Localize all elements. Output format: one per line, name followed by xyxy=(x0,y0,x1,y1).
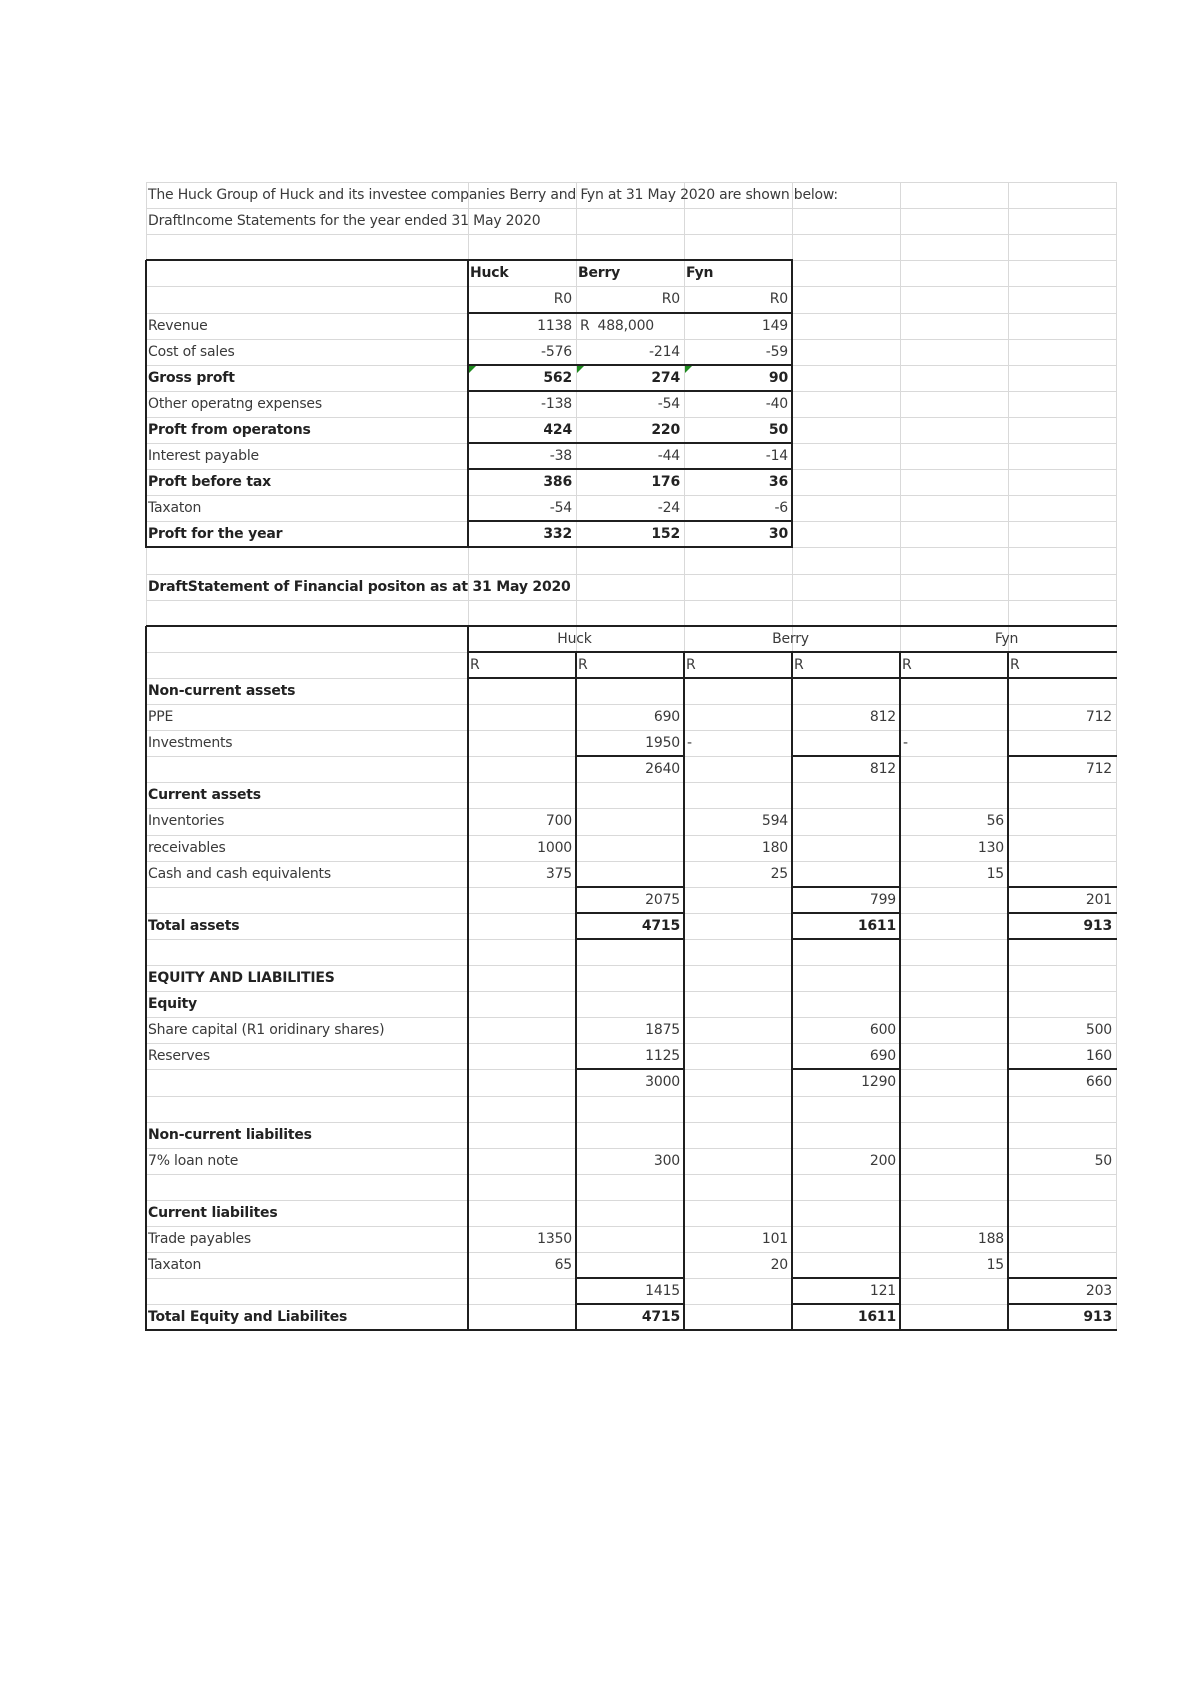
company-header-huck[interactable]: Huck xyxy=(557,630,592,647)
total-cell[interactable]: 4715 xyxy=(641,917,680,934)
value-cell[interactable]: 332 xyxy=(543,526,572,543)
row-label[interactable]: 7% loan note xyxy=(148,1152,239,1169)
row-label[interactable]: Inventories xyxy=(148,813,225,830)
value-cell[interactable]: 56 xyxy=(986,813,1004,830)
row-label[interactable]: Cash and cash equivalents xyxy=(148,865,331,882)
cell-border xyxy=(792,1068,901,1070)
cell-border xyxy=(468,677,1117,679)
column-header-berry[interactable]: Berry xyxy=(578,265,621,282)
cell-border xyxy=(468,312,793,314)
value-cell[interactable]: 50 xyxy=(768,421,788,438)
cell-border xyxy=(146,625,1117,627)
value-cell[interactable]: 15 xyxy=(986,1257,1004,1274)
value-cell[interactable]: -38 xyxy=(549,448,572,464)
value-cell[interactable]: 1138 xyxy=(537,317,572,334)
gridline xyxy=(146,600,1116,601)
cell-border xyxy=(576,1277,685,1279)
cell-border xyxy=(576,938,685,940)
value-cell[interactable]: 700 xyxy=(545,813,572,830)
cell-border xyxy=(576,912,685,914)
value-cell[interactable]: 65 xyxy=(554,1257,572,1274)
row-label[interactable]: Revenue xyxy=(148,317,208,334)
value-cell[interactable]: 90 xyxy=(768,369,788,386)
row-label[interactable]: Share capital (R1 oridinary shares) xyxy=(148,1022,385,1039)
total-equity-liabilities-label[interactable]: Total Equity and Liabilites xyxy=(148,1309,348,1326)
total-cell[interactable]: 1611 xyxy=(857,917,896,934)
cell-border xyxy=(1008,886,1117,888)
spreadsheet-sheet xyxy=(146,182,1112,1332)
cell-border xyxy=(1007,652,1009,1332)
value-cell[interactable]: 160 xyxy=(1085,1048,1112,1065)
value-cell[interactable]: -54 xyxy=(549,500,572,517)
cell-border xyxy=(576,755,685,757)
subtotal-cell[interactable]: 812 xyxy=(869,761,896,778)
cell-border xyxy=(467,626,469,1332)
value-cell[interactable]: 600 xyxy=(869,1022,896,1039)
value-cell[interactable]: 220 xyxy=(651,421,680,438)
value-cell[interactable]: 152 xyxy=(651,526,680,543)
row-label[interactable]: Investments xyxy=(148,735,233,752)
row-label[interactable]: Taxaton xyxy=(148,1257,202,1274)
value-cell[interactable]: 36 xyxy=(768,474,788,491)
value-cell[interactable]: 594 xyxy=(761,813,788,830)
value-cell[interactable]: 200 xyxy=(869,1152,896,1169)
value-cell[interactable]: -14 xyxy=(765,448,788,464)
cell-border xyxy=(683,652,685,1332)
cell-border xyxy=(1008,938,1117,940)
value-cell[interactable]: 50 xyxy=(1094,1152,1112,1169)
value-cell[interactable]: 15 xyxy=(986,865,1004,882)
value-cell[interactable]: - xyxy=(903,735,908,752)
value-cell[interactable]: -59 xyxy=(765,343,788,360)
value-cell[interactable]: 375 xyxy=(545,865,572,882)
cell-border xyxy=(1008,1068,1117,1070)
row-label[interactable]: Reserves xyxy=(148,1048,210,1065)
total-cell[interactable]: 4715 xyxy=(641,1309,680,1326)
cell-border xyxy=(468,364,793,366)
cell-border xyxy=(468,442,793,444)
row-label[interactable]: Gross proft xyxy=(148,369,235,386)
cell-border xyxy=(899,652,901,1332)
section-heading[interactable]: EQUITY AND LIABILITIES xyxy=(148,970,335,986)
value-cell[interactable]: 188 xyxy=(977,1231,1004,1247)
value-cell[interactable]: 1875 xyxy=(645,1022,680,1039)
cell-border xyxy=(576,1068,685,1070)
value-cell[interactable]: 30 xyxy=(768,526,788,543)
currency-prefix[interactable]: R xyxy=(580,317,590,334)
value-cell[interactable]: -138 xyxy=(541,395,572,412)
value-cell[interactable]: 690 xyxy=(653,709,680,725)
cell-border xyxy=(576,886,685,888)
value-cell[interactable]: 712 xyxy=(1085,709,1112,725)
cell-border xyxy=(468,520,793,522)
value-cell[interactable]: 180 xyxy=(761,839,788,856)
value-cell[interactable]: 300 xyxy=(653,1152,680,1169)
value-cell[interactable]: 500 xyxy=(1085,1022,1112,1039)
row-label[interactable]: Proft before tax xyxy=(148,474,271,491)
cell-border xyxy=(791,652,793,1332)
gridline xyxy=(146,1096,1116,1097)
value-cell[interactable]: -214 xyxy=(649,343,680,360)
cell-border xyxy=(146,259,793,261)
subtotal-cell[interactable]: 660 xyxy=(1085,1074,1112,1091)
subtotal-cell[interactable]: 712 xyxy=(1085,761,1112,778)
unit-header[interactable]: R xyxy=(470,656,480,673)
subtotal-cell[interactable]: 201 xyxy=(1085,891,1112,908)
value-cell[interactable]: 1000 xyxy=(537,839,572,856)
gridline xyxy=(146,1174,1116,1175)
value-cell[interactable]: 130 xyxy=(977,839,1004,856)
value-cell[interactable]: 386 xyxy=(543,474,572,491)
value-cell[interactable]: -40 xyxy=(765,395,788,412)
row-label[interactable]: Interest payable xyxy=(148,448,259,464)
value-cell[interactable]: 812 xyxy=(869,709,896,725)
cell-border xyxy=(792,886,901,888)
error-indicator-icon xyxy=(577,366,584,373)
unit-header[interactable]: R xyxy=(1010,656,1020,673)
subtotal-cell[interactable]: 1290 xyxy=(861,1074,896,1091)
gridline xyxy=(146,234,1116,235)
row-label[interactable]: Other operatng expenses xyxy=(148,395,322,412)
cell-border xyxy=(1008,755,1117,757)
subtotal-cell[interactable]: 1415 xyxy=(645,1283,680,1300)
value-cell[interactable]: -54 xyxy=(657,395,680,412)
cell-border xyxy=(576,1303,685,1305)
value-cell[interactable]: 562 xyxy=(543,369,572,386)
row-label[interactable]: Cost of sales xyxy=(148,343,235,360)
value-cell[interactable]: 149 xyxy=(761,317,788,334)
row-label[interactable]: Trade payables xyxy=(148,1231,251,1247)
section-heading[interactable]: Non-current liabilites xyxy=(148,1126,312,1143)
cell-border xyxy=(792,755,901,757)
value-cell[interactable]: 1125 xyxy=(645,1048,680,1065)
unit-header[interactable]: R xyxy=(578,656,588,673)
subtotal-cell[interactable]: 799 xyxy=(869,891,896,908)
value-cell[interactable]: 274 xyxy=(651,369,680,386)
cell-border xyxy=(145,626,147,1332)
column-header-huck[interactable]: Huck xyxy=(470,265,509,282)
cell-border xyxy=(145,260,147,548)
row-label[interactable]: Proft from operatons xyxy=(148,421,311,438)
section-heading[interactable]: Non-current assets xyxy=(148,682,296,699)
row-label[interactable]: Taxaton xyxy=(148,500,202,517)
cell-border xyxy=(792,1303,901,1305)
unit-header[interactable]: R0 xyxy=(661,291,680,308)
company-header-fyn[interactable]: Fyn xyxy=(994,630,1019,647)
cell-border xyxy=(468,468,793,470)
subtotal-cell[interactable]: 2075 xyxy=(645,891,680,908)
cell-border xyxy=(791,260,793,548)
cell-border xyxy=(468,651,1117,653)
error-indicator-icon xyxy=(469,366,476,373)
value-cell[interactable]: 1950 xyxy=(645,735,680,752)
unit-header[interactable]: R0 xyxy=(769,291,788,308)
value-cell[interactable]: 1350 xyxy=(537,1231,572,1247)
cell-border xyxy=(1008,1329,1117,1331)
row-label[interactable]: Proft for the year xyxy=(148,526,283,543)
cell-border xyxy=(468,390,793,392)
cell-border xyxy=(146,546,793,548)
total-cell[interactable]: 913 xyxy=(1083,917,1112,934)
cell-border xyxy=(792,1329,901,1331)
value-cell[interactable]: 25 xyxy=(770,865,788,882)
unit-header[interactable]: R xyxy=(794,656,804,673)
section-heading[interactable]: Current assets xyxy=(148,787,261,804)
value-cell[interactable]: 424 xyxy=(543,421,572,438)
cell-border xyxy=(792,912,901,914)
row-label[interactable]: PPE xyxy=(148,709,174,725)
unit-header[interactable]: R xyxy=(902,656,912,673)
section-heading[interactable]: Equity xyxy=(148,996,197,1013)
value-cell[interactable]: -44 xyxy=(657,448,680,464)
cell-border xyxy=(467,260,469,548)
value-cell[interactable]: 101 xyxy=(761,1231,788,1247)
subtotal-cell[interactable]: 3000 xyxy=(645,1074,680,1091)
cell-border xyxy=(792,1277,901,1279)
row-label[interactable]: receivables xyxy=(148,839,226,856)
section-heading[interactable]: Current liabilites xyxy=(148,1204,278,1221)
total-assets-label[interactable]: Total assets xyxy=(148,917,240,934)
sofp-title[interactable]: DraftStatement of Financial positon as at 31 May 2020 xyxy=(148,578,571,595)
value-cell[interactable]: - xyxy=(687,735,692,752)
cell-border xyxy=(575,652,577,1332)
column-header-fyn[interactable]: Fyn xyxy=(686,265,714,282)
value-cell[interactable]: 20 xyxy=(770,1257,788,1274)
error-indicator-icon xyxy=(685,366,692,373)
value-cell[interactable]: -6 xyxy=(774,500,788,517)
total-cell[interactable]: 913 xyxy=(1083,1309,1112,1326)
unit-header[interactable]: R0 xyxy=(553,291,572,308)
cell-border xyxy=(1008,912,1117,914)
cell-border xyxy=(1008,1303,1117,1305)
value-cell[interactable]: 488,000 xyxy=(597,317,654,334)
value-cell[interactable]: -576 xyxy=(541,343,572,360)
company-header-berry[interactable]: Berry xyxy=(772,630,809,647)
subtotal-cell[interactable]: 121 xyxy=(869,1283,896,1300)
value-cell[interactable]: 176 xyxy=(651,474,680,491)
value-cell[interactable]: 690 xyxy=(869,1048,896,1065)
unit-header[interactable]: R xyxy=(686,656,696,673)
subtotal-cell[interactable]: 203 xyxy=(1085,1283,1112,1300)
value-cell[interactable]: -24 xyxy=(657,500,680,517)
cell-border xyxy=(792,938,901,940)
total-cell[interactable]: 1611 xyxy=(857,1309,896,1326)
cell-border xyxy=(576,1329,685,1331)
cell-border xyxy=(1008,1277,1117,1279)
intro-text[interactable]: The Huck Group of Huck and its investee companies Berry and Fyn at 31 May 2020 are shown below: xyxy=(148,187,838,203)
income-statement-title[interactable]: DraftIncome Statements for the year ended 31 May 2020 xyxy=(148,213,541,230)
subtotal-cell[interactable]: 2640 xyxy=(645,761,680,778)
